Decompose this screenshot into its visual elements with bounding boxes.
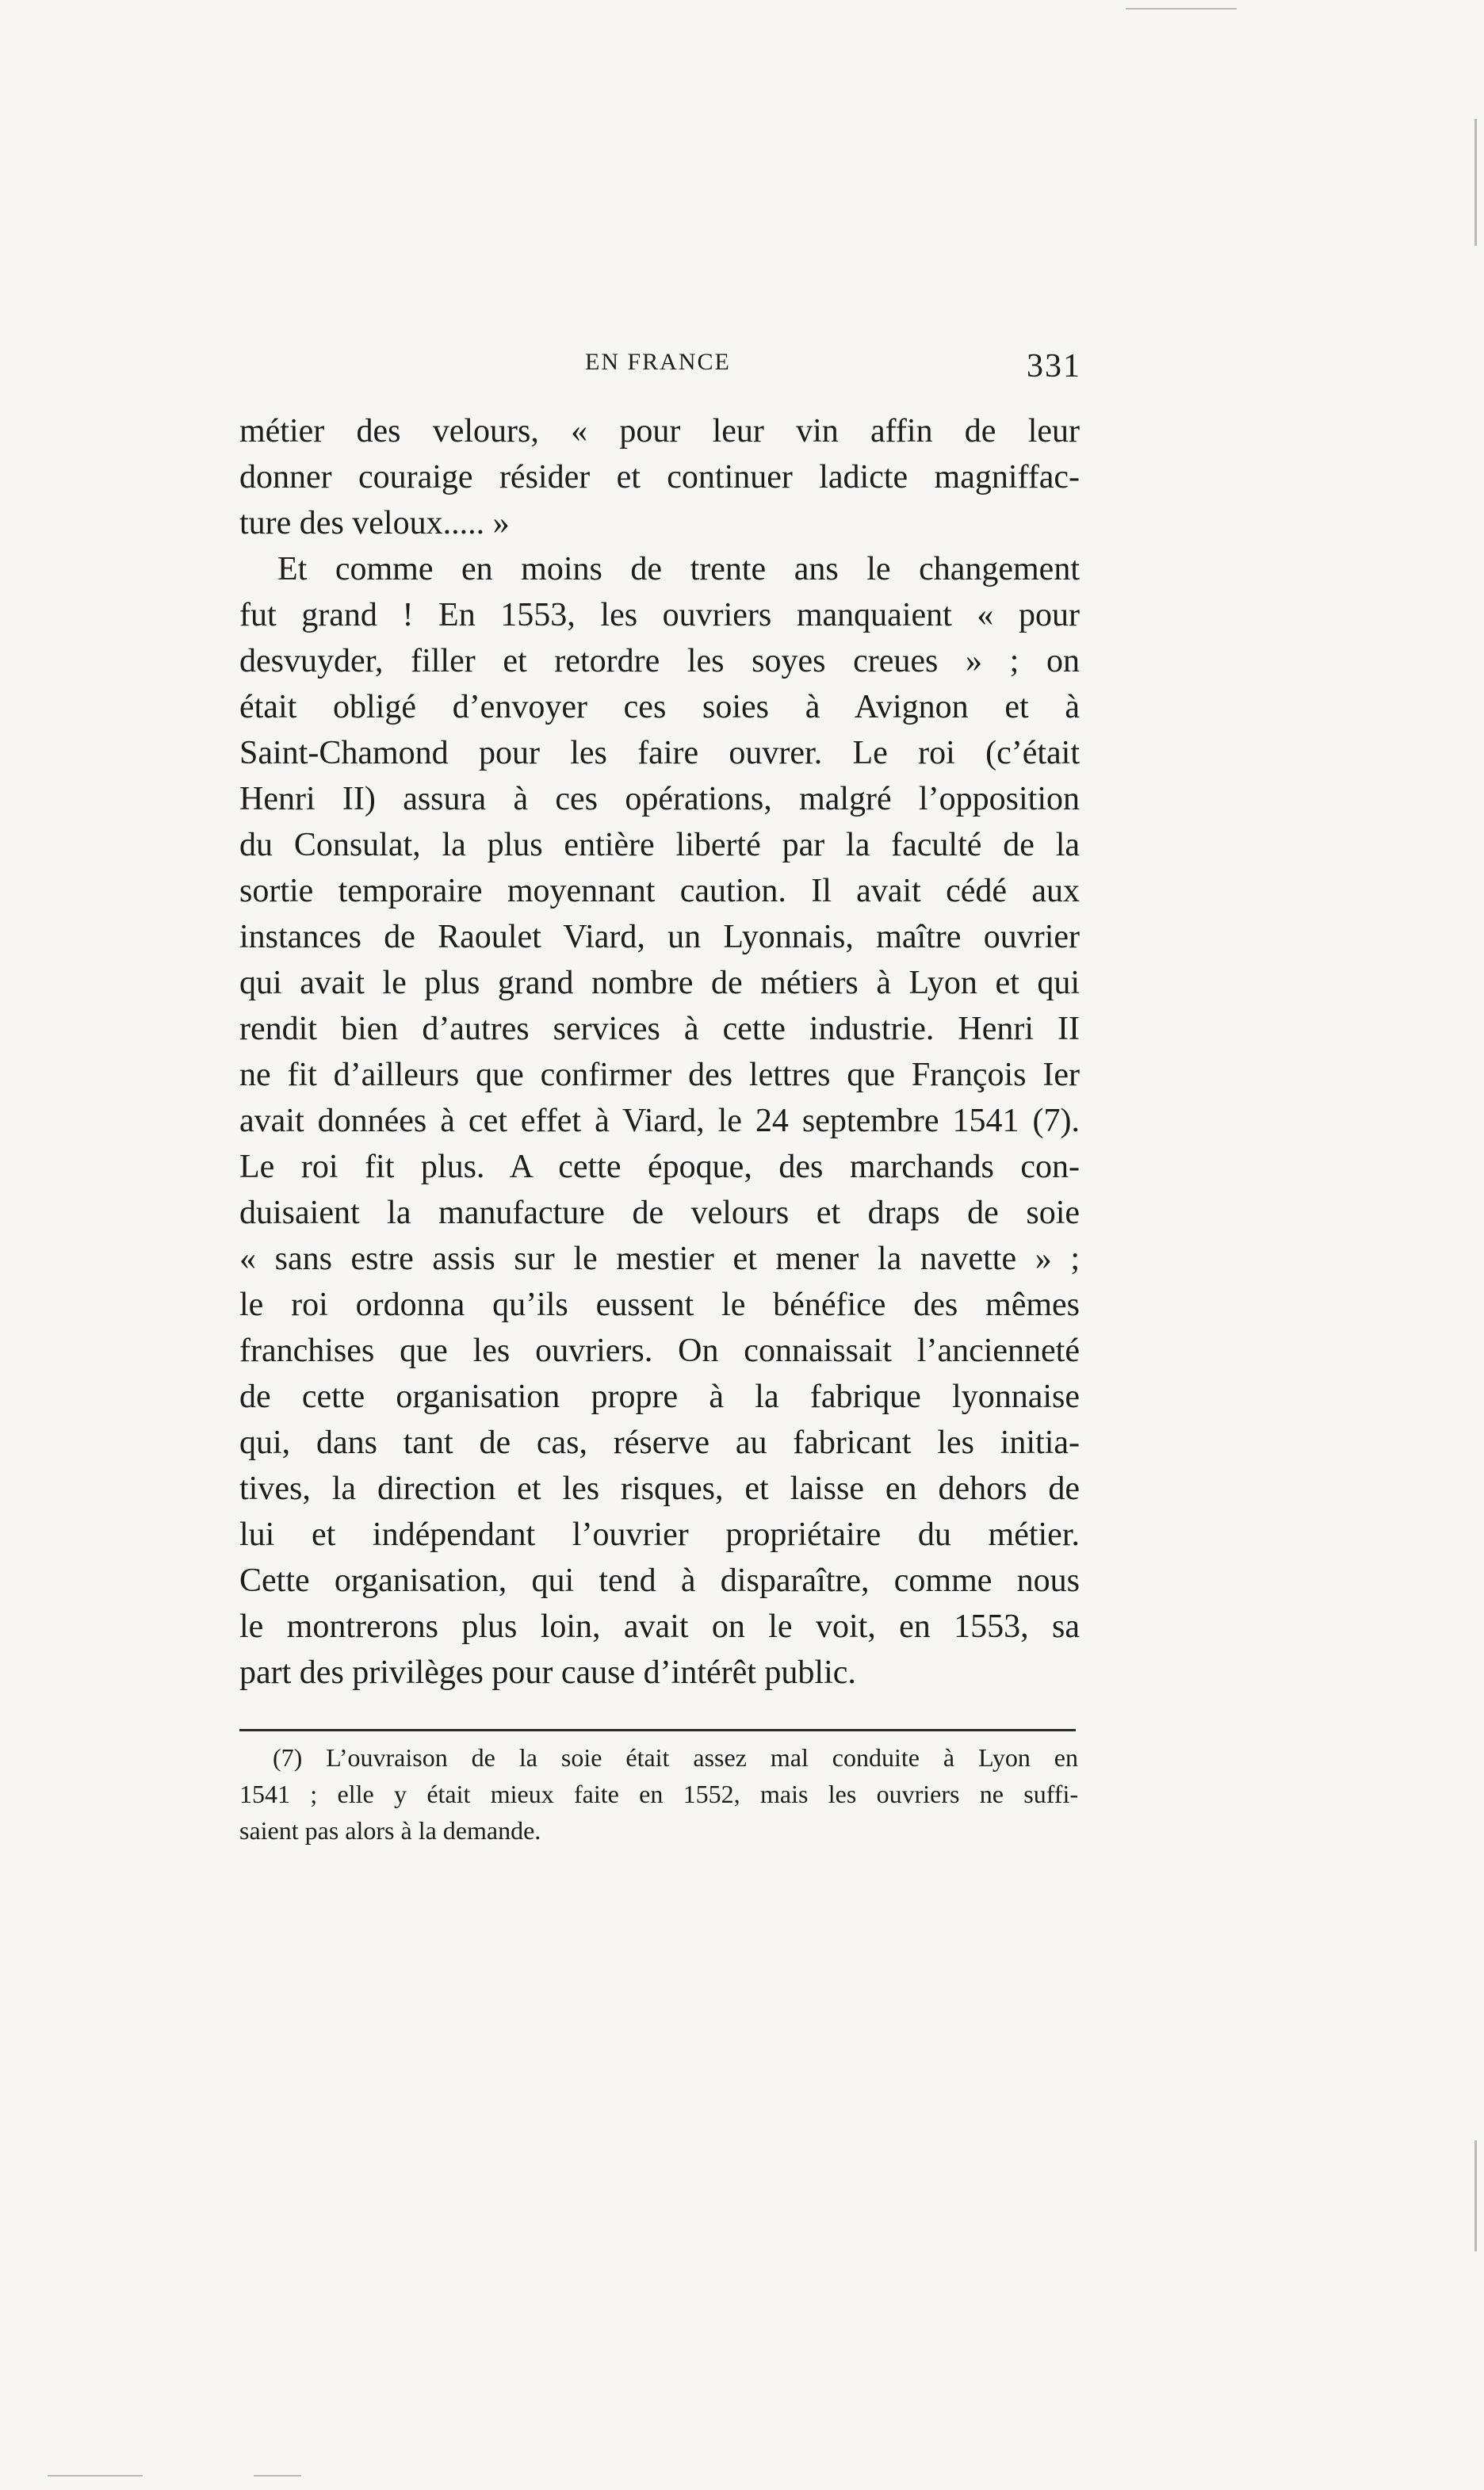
footnote-line: (7) L’ouvraison de la soie était assez mal conduite à Lyon en [273,1743,1078,1772]
footnote-rule [239,1729,1076,1731]
running-title: EN FRANCE [585,349,731,375]
text-line: qui avait le plus grand nombre de métiers à Lyon et qui [239,965,1080,1001]
text-line: Et comme en moins de trente ans le changement [277,551,1080,587]
text-line: Cette organisation, qui tend à disparaître, comme nous [239,1562,1080,1599]
scan-edge-mark [1474,2140,1477,2251]
text-line: de cette organisation propre à la fabrique lyonnaise [239,1379,1080,1415]
text-line: du Consulat, la plus entière liberté par la faculté de la [239,827,1080,863]
text-line: avait données à cet effet à Viard, le 24 septembre 1541 (7). [239,1103,1080,1139]
text-line: Henri II) assura à ces opérations, malgré l’opposition [239,781,1080,817]
text-line: Saint-Chamond pour les faire ouvrer. Le roi (c’était [239,735,1080,771]
text-line: sortie temporaire moyennant caution. Il avait cédé aux [239,873,1080,909]
running-head [0,346,1484,393]
text-line: métier des velours, « pour leur vin affin de leur [239,413,1080,449]
text-line: qui, dans tant de cas, réserve au fabricant les initia- [239,1425,1080,1461]
text-line: Le roi fit plus. A cette époque, des marchands con- [239,1149,1080,1185]
text-line: était obligé d’envoyer ces soies à Avignon et à [239,689,1080,725]
text-line: part des privilèges pour cause d’intérêt public. [239,1654,856,1691]
page-number: 331 [1027,348,1081,384]
text-line: ne fit d’ailleurs que confirmer des lettres que François Ier [239,1057,1080,1093]
text-line: fut grand ! En 1553, les ouvriers manquaient « pour [239,597,1080,633]
footnote [239,1739,1078,1849]
scan-edge-mark [254,2475,301,2477]
body-text [239,408,1080,1696]
text-line: desvuyder, filler et retordre les soyes creues » ; on [239,643,1080,679]
scan-edge-mark [1126,8,1237,10]
scan-edge-mark [1474,119,1477,246]
footnote-line: 1541 ; elle y était mieux faite en 1552, mais les ouvriers ne suffi- [239,1780,1078,1808]
scan-edge-mark [48,2475,143,2477]
text-line: ture des veloux..... » [239,505,510,541]
text-line: le roi ordonna qu’ils eussent le bénéfice des mêmes [239,1287,1080,1323]
text-line: instances de Raoulet Viard, un Lyonnais, maître ouvrier [239,919,1080,955]
text-line: duisaient la manufacture de velours et draps de soie [239,1195,1080,1231]
footnote-line: saient pas alors à la demande. [239,1816,541,1845]
text-line: rendit bien d’autres services à cette industrie. Henri II [239,1011,1080,1047]
text-line: donner couraige résider et continuer ladicte magniffac- [239,459,1080,495]
text-line: le montrerons plus loin, avait on le voit, en 1553, sa [239,1608,1080,1645]
text-line: lui et indépendant l’ouvrier propriétaire du métier. [239,1517,1080,1553]
text-line: tives, la direction et les risques, et laisse en dehors de [239,1471,1080,1507]
text-line: franchises que les ouvriers. On connaissait l’ancienneté [239,1333,1080,1369]
text-line: « sans estre assis sur le mestier et mener la navette » ; [239,1241,1080,1277]
